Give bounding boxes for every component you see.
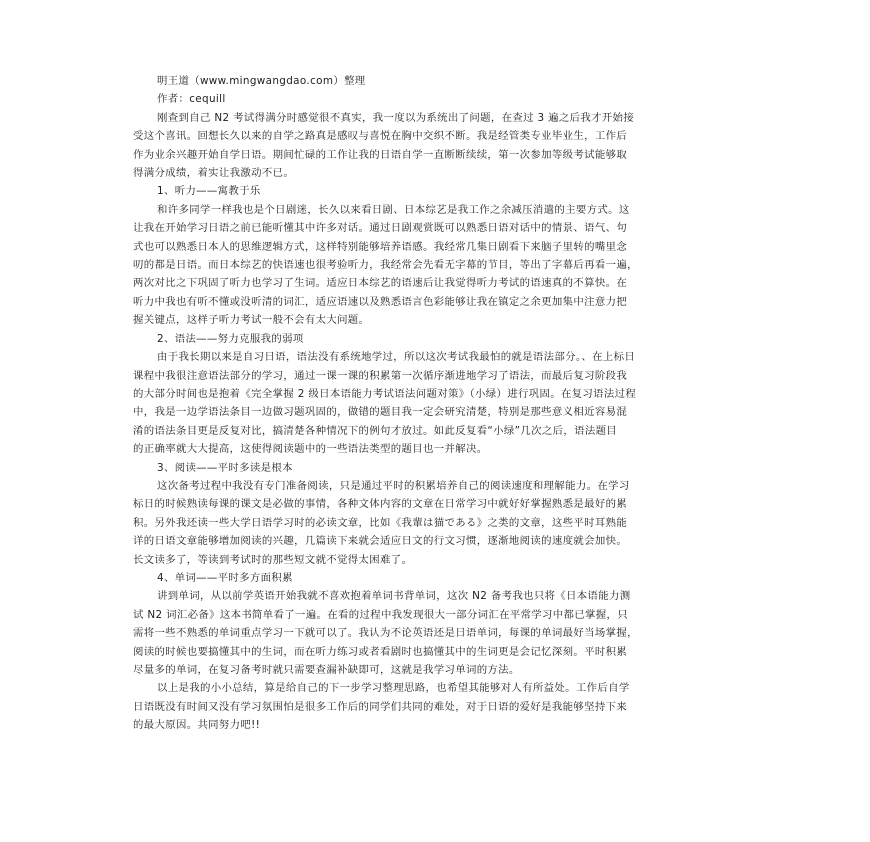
- source-line: 明王道（www.mingwangdao.com）整理: [157, 75, 366, 87]
- text-line: 淆的语法条目更是反复对比，搞清楚各种情况下的例句才放过。如此反复看“小绿”几次之后，语法题目: [133, 424, 618, 437]
- text-line: 和许多同学一样我也是个日剧迷，长久以来看日剧、日本综艺是我工作之余减压消遣的主要方式。这: [157, 203, 630, 216]
- text-line: 讲到单词，从以前学英语开始我就不喜欢抱着单词书背单词，这次 N2 备考我也只将《日本语能力测: [157, 590, 631, 603]
- text-line: 课程中我很注意语法部分的学习，通过一课一课的积累第一次循序渐进地学习了语法，而最后复习阶段我: [133, 369, 628, 382]
- text-line: 日语既没有时间又没有学习氛围怕是很多工作后的同学们共同的难处，对于日语的爱好是我能够坚持下来: [133, 700, 628, 713]
- text-line: 握关键点，这样子听力考试一般不会有太大问题。: [133, 314, 370, 327]
- section-heading-listening: 1、听力——寓教于乐: [157, 185, 261, 198]
- section-heading-grammar: 2、语法——努力克服我的弱项: [157, 332, 304, 345]
- text-line: 详的日语文章能够增加阅读的兴趣，几篇读下来就会适应日文的行文习惯，逐渐地阅读的速度就会加快。: [133, 535, 628, 548]
- text-line: 听力中我也有听不懂或没听清的词汇，适应语速以及熟悉语言色彩能够让我在镇定之余更加集中注意力把: [133, 295, 628, 308]
- text-line: 作为业余兴趣开始自学日语。期间忙碌的工作让我的日语自学一直断断续续，第一次参加等级考试能够取: [133, 148, 628, 161]
- text-line: 的最大原因。共同努力吧!!: [133, 719, 261, 732]
- section-heading-reading: 3、阅读——平时多读是根本: [157, 461, 293, 474]
- text-line: 让我在开始学习日语之前已能听懂其中许多对话。通过日剧观赏既可以熟悉日语对话中的情景、语气、句: [133, 222, 628, 235]
- text-line: 由于我长期以来是自习日语，语法没有系统地学过，所以这次考试我最怕的就是语法部分。、在上标日: [157, 351, 636, 364]
- text-line: 阅读的时候也要搞懂其中的生词，而在听力练习或者看剧时也搞懂其中的生词更是会记忆深刻。平时积累: [133, 645, 628, 658]
- text-line: 得满分成绩，着实让我激动不已。: [133, 167, 295, 180]
- text-line: 的正确率就大大提高，这使得阅读题中的一些语法类型的题目也一并解决。: [133, 443, 488, 456]
- text-line: 式也可以熟悉日本人的思维逻辑方式，这样特别能够培养语感。我经常几集日剧看下来脑子里转的嘴里念: [133, 240, 628, 253]
- text-line: 叨的都是日语。而日本综艺的快语速也很考验听力，我经常会先看无字幕的节目，等出了字幕后再看一遍，: [133, 259, 638, 272]
- text-line: 需将一些不熟悉的单词重点学习一下就可以了。我认为不论英语还是日语单词，每课的单词最好当场掌握，: [133, 627, 638, 640]
- text-line: 长文读多了，等读到考试时的那些短文就不觉得太困难了。: [133, 553, 413, 566]
- text-line: 的大部分时间也是抱着《完全掌握 2 级日本语能力考试语法问题对策》（小绿）进行巩固。在复习语法过程: [133, 387, 637, 400]
- section-heading-vocabulary: 4、单词——平时多方面积累: [157, 571, 293, 584]
- text-line: 受这个喜讯。回想长久以来的自学之路真是感叹与喜悦在胸中交织不断。我是经管类专业毕业生，工作后: [133, 130, 628, 143]
- text-line: 两次对比之下巩固了听力也学习了生词。适应日本综艺的语速后让我觉得听力考试的语速真的不算快。在: [133, 277, 628, 290]
- text-line: 以上是我的小小总结，算是给自己的下一步学习整理思路，也希望其能够对人有所益处。工作后自学: [157, 682, 630, 695]
- author-line: 作者：cequill: [157, 93, 226, 106]
- text-line: 尽量多的单词，在复习备考时就只需要查漏补缺即可，这就是我学习单词的方法。: [133, 664, 520, 676]
- text-line: 这次备考过程中我没有专门准备阅读，只是通过平时的积累培养自己的阅读速度和理解能力。在学习: [157, 479, 630, 492]
- text-line: 积。另外我还读一些大学日语学习时的必读文章，比如《我輩は猫である》之类的文章，这些平时耳熟能: [133, 516, 628, 529]
- text-line: 标日的时候熟读每课的课文是必做的事情，各种文体内容的文章在日常学习中就好好掌握熟悉是最好的累: [133, 498, 628, 511]
- text-line: 刚查到自己 N2 考试得满分时感觉很不真实，我一度以为系统出了问题，在查过 3 遍之后我才开始接: [157, 111, 635, 124]
- text-line: 试 N2 词汇必备》这本书简单看了一遍。在看的过程中我发现很大一部分词汇在平常学习中都已掌握，只: [133, 608, 628, 621]
- text-line: 中，我是一边学语法条目一边做习题巩固的，做错的题目我一定会研究清楚，特别是那些意义相近容易混: [133, 406, 628, 419]
